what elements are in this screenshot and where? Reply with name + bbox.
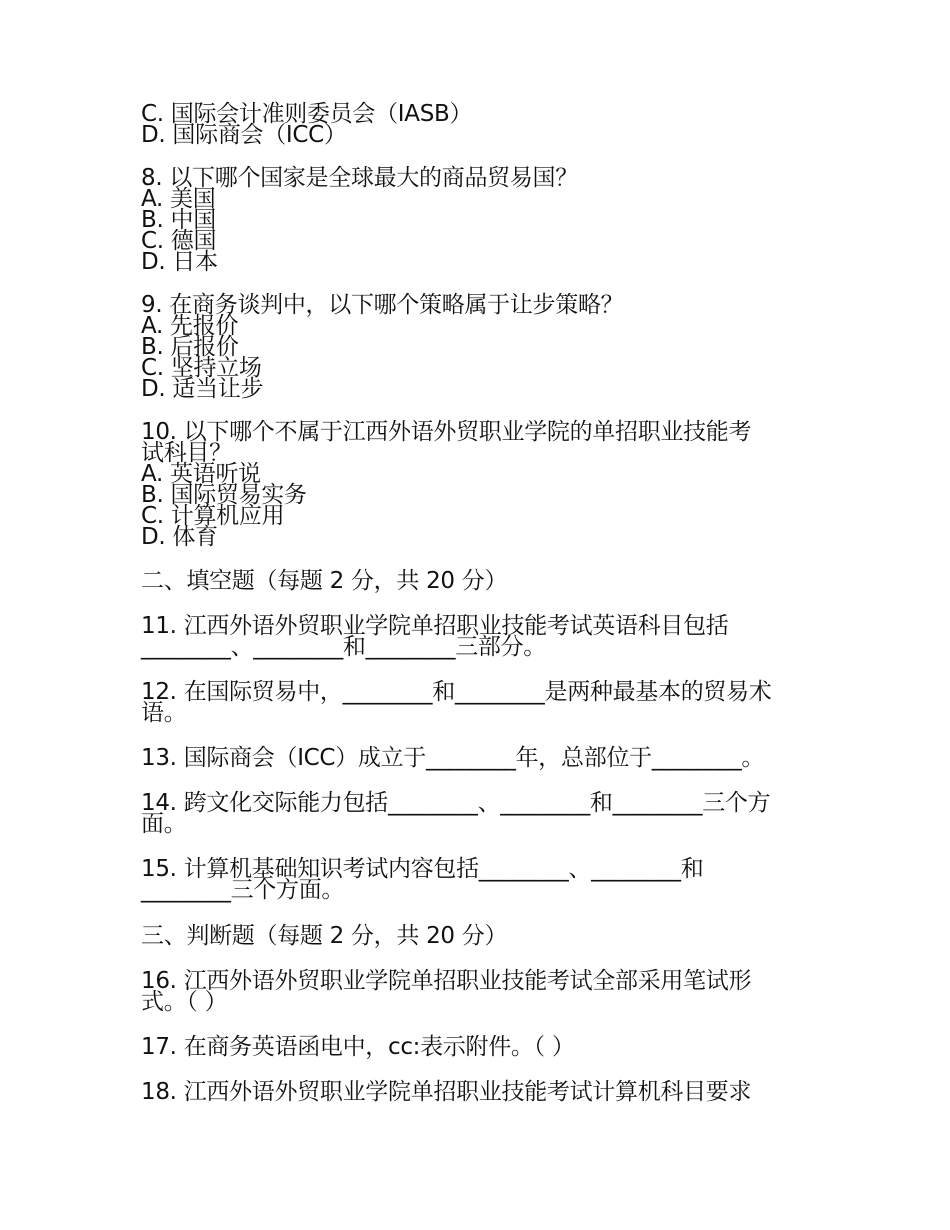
question-text-line-1: 18. 江西外语外贸职业学院单招职业技能考试计算机科目要求 [141,1079,752,1105]
option-c: C. 国际会计准则委员会（IASB） [141,101,473,127]
question-11 [141,613,815,660]
question-13 [141,745,815,771]
question-16 [141,968,815,1015]
question-text-line-2: 语。 [141,700,187,726]
option-c: C. 德国 [141,228,217,254]
question-17 [141,1034,815,1060]
option-b: B. 后报价 [141,334,239,360]
option-a: A. 英语听说 [141,461,261,487]
question-8 [141,165,815,275]
question-text-line-1: 15. 计算机基础知识考试内容包括________、________和 [141,856,704,882]
question-12 [141,679,815,726]
question-text-line-1: 12. 在国际贸易中，________和________是两种最基本的贸易术 [141,679,772,705]
question-text-line-1: 14. 跨文化交际能力包括________、________和________三个方 [141,790,771,816]
question-text-line-1: 11. 江西外语外贸职业学院单招职业技能考试英语科目包括 [141,613,729,639]
option-d: D. 体育 [141,524,218,550]
question-text: 8. 以下哪个国家是全球最大的商品贸易国？ [141,165,578,191]
option-d: D. 适当让步 [141,376,264,402]
question-text-line-1: 16. 江西外语外贸职业学院单招职业技能考试全部采用笔试形 [141,968,752,994]
option-c: C. 计算机应用 [141,503,285,529]
option-d: D. 日本 [141,249,218,275]
option-d: D. 国际商会（ICC） [141,122,347,148]
option-c: C. 坚持立场 [141,355,262,381]
option-a: A. 先报价 [141,313,239,339]
question-text-line-2: ________、________和________三部分。 [141,634,547,660]
question-text-line-2: ________三个方面。 [141,877,345,903]
question-text: 13. 国际商会（ICC）成立于________年，总部位于________。 [141,745,765,771]
question-9 [141,292,815,402]
question-text: 17. 在商务英语函电中，cc:表示附件。（ ） [141,1034,575,1060]
question-text: 9. 在商务谈判中，以下哪个策略属于让步策略？ [141,292,624,318]
question-7-options-tail [141,101,815,148]
question-text-line-1: 10. 以下哪个不属于江西外语外贸职业学院的单招职业技能考 [141,419,752,445]
question-15 [141,856,815,903]
question-18 [141,1079,815,1105]
question-14 [141,790,815,837]
question-text-line-2: 式。（ ） [141,989,228,1015]
question-text-line-2: 面。 [141,811,187,837]
option-b: B. 国际贸易实务 [141,482,307,508]
question-10 [141,419,815,550]
section-heading-fill-in: 二、填空题（每题 2 分，共 20 分） [141,568,508,594]
option-a: A. 美国 [141,186,216,212]
option-b: B. 中国 [141,207,216,233]
section-heading-true-false: 三、判断题（每题 2 分，共 20 分） [141,923,508,949]
question-text-line-2: 试科目？ [141,440,232,466]
